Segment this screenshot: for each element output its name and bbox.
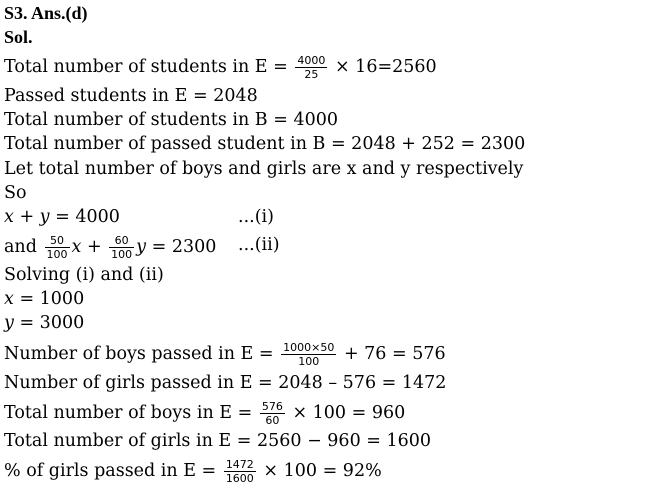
- denominator: 100: [46, 248, 68, 261]
- var-x: x: [4, 289, 14, 309]
- solution-label: Sol.: [4, 27, 33, 47]
- equation-tag: ...(ii): [238, 235, 280, 255]
- denominator: 100: [111, 248, 133, 261]
- text: + 76 = 576: [343, 344, 446, 364]
- text: × 16=2560: [334, 57, 437, 77]
- text: % of girls passed in E =: [4, 461, 217, 481]
- line-total-boys-e: [4, 400, 405, 427]
- rhs: = 3000: [13, 313, 85, 333]
- fraction: [281, 341, 336, 368]
- denominator: 60: [265, 414, 280, 427]
- numerator: 4000: [297, 54, 326, 67]
- line-boys-passed-e: [4, 341, 446, 368]
- var-y: y: [136, 237, 147, 257]
- line-girls-passed-e: Number of girls passed in E = 2048 – 576 = 1472: [4, 373, 447, 393]
- denominator: 100: [298, 355, 320, 368]
- text: Number of boys passed in E =: [4, 344, 274, 364]
- fraction: [295, 54, 327, 81]
- result-y: [4, 312, 84, 334]
- numerator: 576: [261, 400, 283, 413]
- rhs: = 2300: [146, 237, 217, 257]
- numerator: 1000×50: [283, 341, 335, 354]
- denominator: 1600: [225, 472, 254, 485]
- text: and: [4, 237, 37, 257]
- fraction: [224, 458, 256, 485]
- line-passed-b: Total number of passed student in B = 2048 + 252 = 2300: [4, 134, 526, 154]
- var-x: x: [4, 207, 14, 227]
- line-passed-e: Passed students in E = 2048: [4, 86, 258, 106]
- line-percent-girls-passed: [4, 458, 382, 485]
- var-y: y: [39, 207, 50, 227]
- var-y: y: [4, 313, 14, 333]
- equation-tag: ...(i): [238, 207, 274, 227]
- text: Total number of boys in E =: [4, 403, 253, 423]
- equation-ii: [4, 234, 280, 261]
- var-x: x: [71, 237, 82, 257]
- line-total-students-b: Total number of students in B = 4000: [4, 110, 338, 130]
- result-x: [4, 288, 84, 310]
- numerator: 1472: [225, 458, 254, 471]
- fraction: [109, 234, 134, 261]
- equation-i: [4, 206, 274, 228]
- op: +: [13, 207, 40, 227]
- fraction: [45, 234, 70, 261]
- numerator: 50: [45, 234, 70, 248]
- denominator: 25: [304, 68, 319, 81]
- answer-heading: S3. Ans.(d): [4, 3, 88, 23]
- numerator: 60: [109, 234, 134, 248]
- op: +: [81, 237, 108, 257]
- line-total-girls-e: Total number of girls in E = 2560 − 960 = 1600: [4, 431, 432, 451]
- text: × 100 = 92%: [263, 461, 382, 481]
- line-let: Let total number of boys and girls are x and y respectively: [4, 159, 524, 179]
- line-total-students-e: [4, 54, 437, 81]
- text: × 100 = 960: [292, 403, 406, 423]
- line-solving: Solving (i) and (ii): [4, 265, 164, 285]
- rhs: = 4000: [49, 207, 120, 227]
- fraction: [260, 400, 285, 427]
- text: Total number of students in E =: [4, 57, 288, 77]
- line-so: So: [4, 183, 27, 203]
- rhs: = 1000: [13, 289, 85, 309]
